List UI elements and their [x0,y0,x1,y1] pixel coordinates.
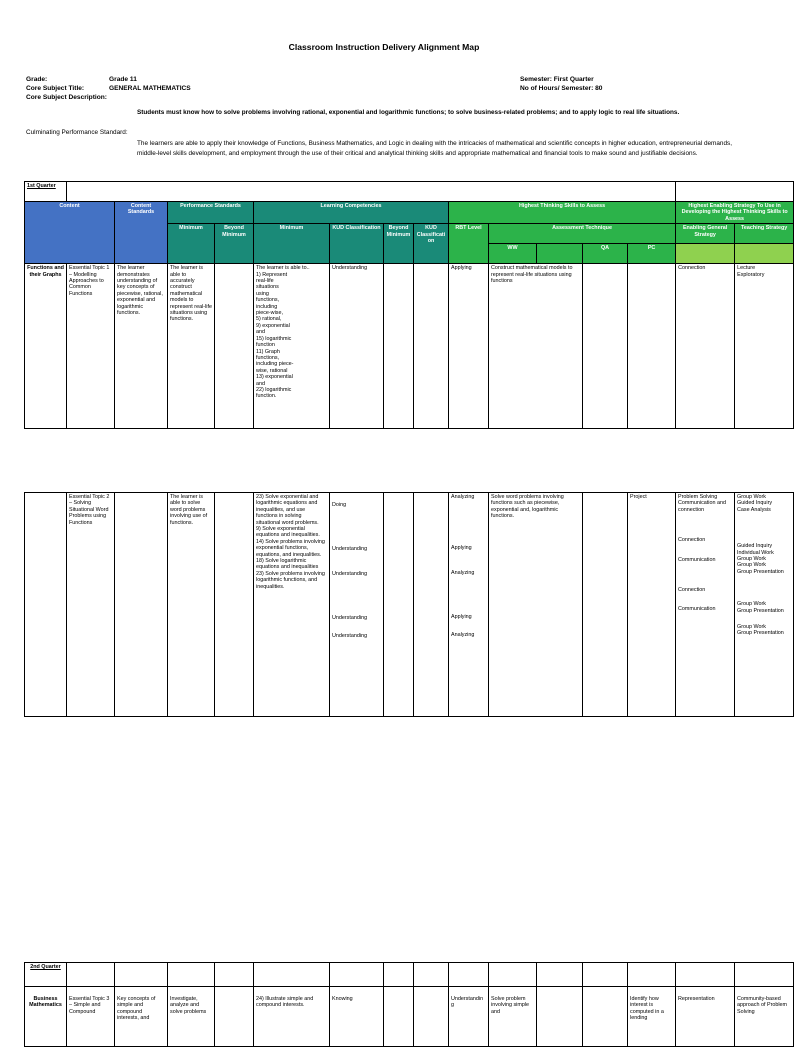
quarter-label-2: 2nd Quarter [25,963,67,987]
header-learning-competencies: Learning Competencies [254,202,449,224]
pc-cell [628,264,676,429]
pc-cell-3: Identify how interest is computed in a lending [628,987,676,1047]
content-cell-3: Business Mathematics [25,987,67,1047]
hours: No of Hours/ Semester: 80 [520,85,603,92]
teaching-item: Guided Inquiry Individual Work Group Work Group Work Group Presentation [737,543,784,575]
subject-value: GENERAL MATHEMATICS [109,85,191,92]
header-performance-standards: Performance Standards [168,202,254,224]
beyond-min-cell [384,264,414,429]
header-kud2: KUD Classification [414,224,449,264]
culminating-standard: The learners are able to apply their knowledge of Functions, Business Mathematics, and Logic in dealing with the intricacies of mathematical and scientific concepts in higher education, entrepreneurial demands, middle-level skills development, and employment through the use of their critical and analytical thinking skills and appropriate mathematical and financial tools to make sound and justifiable decisions. [137,140,733,157]
qa-cell [583,264,628,429]
culminating-label: Culminating Performance Standard: [26,129,128,136]
topic-cell: Essential Topic 1 – Modelling Approaches to Common Functions [67,264,115,429]
competency-cell-2: 23) Solve exponential and logarithmic equations and inequalities, and use functions in solving situational word problems. 9) Solve exponential equations and inequalities. 14) Solve problems involving exponential functions, equations, and inequalities. 18) Solve logarithmic equations and inequalities 23) Solve problems involving logarithmic functions, and inequalities. [254,493,330,717]
header-highest-thinking: Highest Thinking Skills to Assess [449,202,676,224]
kud2-cell-2 [414,493,449,717]
header-minimum: Minimum [168,224,215,264]
page-title: Classroom Instruction Delivery Alignment Map [288,42,480,52]
kud-item: Understanding [332,570,368,577]
content-standard-cell-3: Key concepts of simple and compound interests, and [115,987,168,1047]
header-content: Content [25,202,115,264]
teaching-item: Group Work Guided Inquiry Case Analysis [737,494,773,513]
kud2-cell [414,264,449,429]
competency-cell-3: 24) Illustrate simple and compound interests. [254,987,330,1047]
header-beyond-min2: Beyond Minimum [384,224,414,264]
kud-item: Understanding [332,632,368,639]
header-ww-2 [537,244,583,264]
kud-item: Understanding [332,615,368,622]
teaching-cell-3: Community-based approach of Problem Solving [735,987,794,1047]
blank [449,963,489,987]
header-pc: PC [628,244,676,264]
content-standard-cell-2 [115,493,168,717]
blank [628,963,676,987]
blank [67,963,115,987]
rbt-item: Applying [451,545,472,552]
content-cell: Functions and their Graphs [25,264,67,429]
header-content-standards: Content Standards [115,202,168,264]
blank [489,963,537,987]
ww2-cell-3 [537,987,583,1047]
header-enabling-blank [676,244,735,264]
enabling-item: Connection [678,587,706,594]
performance-beyond-cell-3 [215,987,254,1047]
performance-beyond-cell-2 [215,493,254,717]
beyond-min-cell-3 [384,987,414,1047]
teaching-item: Group Work Group Presentation [737,601,784,614]
rbt-item: Analyzing [451,494,475,500]
topic-cell-3: Essential Topic 3 – Simple and Compound [67,987,115,1047]
rbt-item: Applying [451,614,472,621]
teaching-cell: Lecture Exploratory [735,264,794,429]
enabling-cell: Connection [676,264,735,429]
content-cell-2 [25,493,67,717]
enabling-cell-2 [676,493,735,717]
ww-cell-3: Solve problem involving simple and [489,987,537,1047]
blank [330,963,384,987]
kud-item: Doing [332,502,347,508]
ww-cell: Construct mathematical models to represent real-life situations using functions [489,264,583,429]
blank [384,963,414,987]
subject-label: Core Subject Title: [26,85,85,92]
rbt-cell: Applying [449,264,489,429]
header-teaching-strategy: Teaching Strategy [735,224,794,244]
kud-item: Understanding [332,546,368,553]
performance-min-cell: The learner is able to accurately construct mathematical models to represent real-life situations using functions. [168,264,215,429]
header-lc-minimum: Minimum [254,224,330,264]
blank [583,963,628,987]
enabling-item: Communication [678,556,716,563]
kud-cell-2 [330,493,384,717]
header-qa: QA [583,244,628,264]
alignment-table-2 [24,492,794,717]
blank [168,963,215,987]
blank [254,963,330,987]
header-ww: WW [489,244,537,264]
beyond-min-cell-2 [384,493,414,717]
qa-cell-2 [583,493,628,717]
enabling-item: Communication [678,606,716,613]
ww-cell-2: Solve word problems involving functions such as piecewise, exponential and, logarithmic functions. [489,493,583,717]
alignment-table-3 [24,962,794,1047]
kud-cell: Understanding [330,264,384,429]
enabling-cell-3: Representation [676,987,735,1047]
header-beyond-minimum: Beyond Minimum [215,224,254,264]
blank [735,963,794,987]
blank [414,963,449,987]
content-standard-cell: The learner demonstrates understanding of key concepts of piecewise, rational, exponential and logarithmic functions. [115,264,168,429]
teaching-cell-2 [735,493,794,717]
header-enabling-general: Enabling General Strategy [676,224,735,244]
performance-min-cell-2: The learner is able to solve word problems involving use of functions. [168,493,215,717]
header-kud: KUD Classification [330,224,384,264]
rbt-item: Analyzing [451,631,475,638]
rbt-cell-3: Understanding [449,987,489,1047]
alignment-table-1 [24,181,794,429]
kud2-cell-3 [414,987,449,1047]
teaching-item: Group Work Group Presentation [737,624,784,637]
competency-cell: The learner is able to.. 1) Represent real-life situations using functions, including piece-wise, 5) rational, 9) exponential and 15) logarithmic function 11) Graph functions, including piece- wise, rational 13) exponential and 22) logarithmic function. [254,264,330,429]
enabling-item: Problem Solving Communication and connection [678,494,726,513]
quarter-row-blank [67,182,676,202]
header-rbt: RBT Level [449,224,489,264]
qa-cell-3 [583,987,628,1047]
rbt-item: Analyzing [451,569,475,576]
quarter-label: 1st Quarter [25,182,67,202]
blank [115,963,168,987]
pc-cell-2: Project [628,493,676,717]
semester: Semester: First Quarter [520,76,594,83]
header-highest-enabling: Highest Enabling Strategy To Use in Developing the Highest Thinking Skills to Assess [676,202,794,224]
header-assessment-technique: Assessment Technique [489,224,676,244]
rbt-cell-2 [449,493,489,717]
topic-cell-2: Essential Topic 2 – Solving Situational Word Problems using Functions [67,493,115,717]
performance-min-cell-3: Investigate, analyze and solve problems [168,987,215,1047]
subject-description: Students must know how to solve problems involving rational, exponential and logarithmic functions; to solve business-related problems; and to apply logic to real life situations. [137,109,680,116]
grade-value: Grade 11 [109,76,137,83]
blank [215,963,254,987]
quarter-row-blank-right [676,182,794,202]
blank [537,963,583,987]
blank [676,963,735,987]
kud-cell-3: Knowing [330,987,384,1047]
header-teaching-blank [735,244,794,264]
description-label: Core Subject Description: [26,94,107,101]
grade-label: Grade: [26,76,48,83]
enabling-item: Connection [678,537,706,544]
performance-beyond-cell [215,264,254,429]
